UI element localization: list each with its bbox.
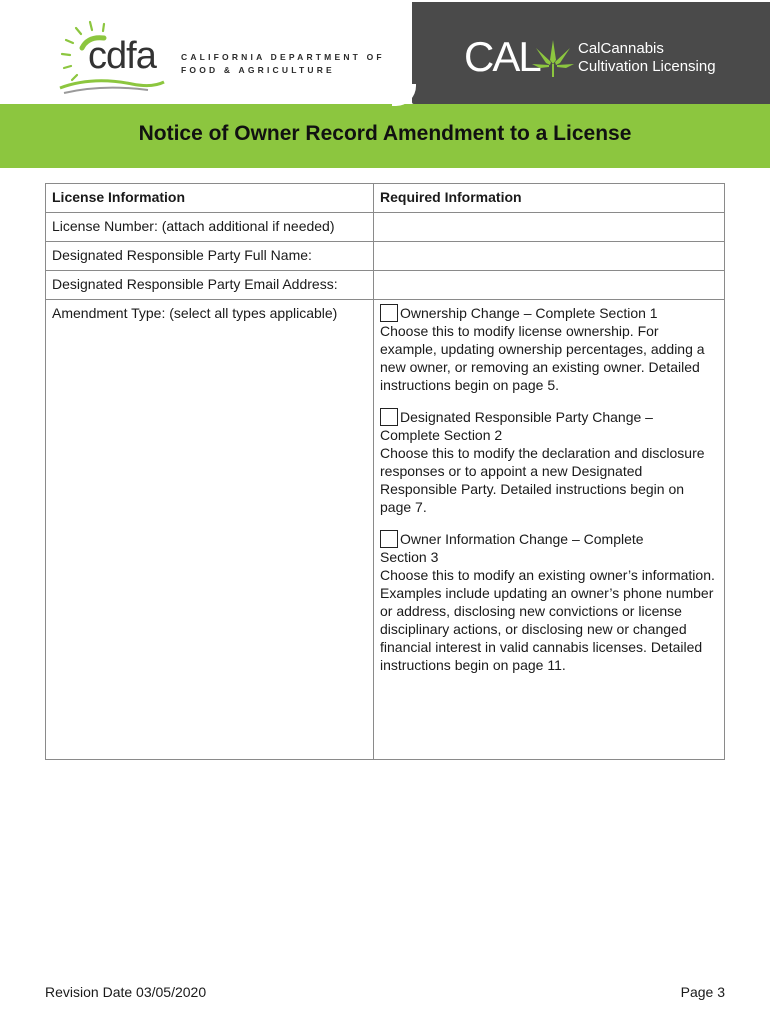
- calcannabis-name: [578, 40, 716, 76]
- amendment-type-label: Amendment Type: (select all types applicable): [46, 300, 374, 760]
- revision-date: Revision Date 03/05/2020: [45, 984, 207, 1000]
- option-owner-info-header: [380, 530, 718, 548]
- drp-full-name-label: Designated Responsible Party Full Name:: [46, 242, 374, 271]
- option-owner-info-change: [380, 530, 718, 674]
- option-ownership-header: [380, 304, 718, 322]
- cdfa-dept-line2: FOOD & AGRICULTURE: [181, 65, 335, 75]
- amendment-options: [374, 300, 725, 760]
- table-row: [46, 271, 725, 300]
- drp-full-name-field[interactable]: [374, 242, 725, 271]
- drp-change-checkbox[interactable]: [380, 408, 398, 426]
- ownership-change-description: Choose this to modify license ownership. For example, updating ownership percentages, adding a new owner, or removing an existing owner. Detailed instructions begin on page 5.: [380, 323, 705, 393]
- license-number-label: License Number: (attach additional if needed): [46, 213, 374, 242]
- cannabis-leaf-icon: [532, 38, 574, 78]
- page-header: [0, 0, 770, 168]
- owner-info-change-title: Owner Information Change – Complete: [400, 531, 644, 547]
- table-row: [46, 213, 725, 242]
- drp-email-field[interactable]: [374, 271, 725, 300]
- amendment-type-row: [46, 300, 725, 760]
- license-number-field[interactable]: [374, 213, 725, 242]
- cdfa-wordmark: cdfa: [88, 35, 156, 77]
- owner-info-change-checkbox[interactable]: [380, 530, 398, 548]
- calcannabis-line2: Cultivation Licensing: [578, 58, 716, 75]
- drp-email-label: Designated Responsible Party Email Address:: [46, 271, 374, 300]
- option-drp-header: [380, 408, 718, 426]
- owner-info-change-description: Choose this to modify an existing owner’s information. Examples include updating an owner’s phone number or address, disclosing new convictions or license disciplinary actions, or disclosing new or changed financial interest in valid cannabis licenses. Detailed instructions begin on page 11.: [380, 567, 715, 673]
- option-ownership-change: [380, 304, 718, 394]
- required-information-header: Required Information: [374, 184, 725, 213]
- calcannabis-line1: CalCannabis: [578, 40, 664, 57]
- option-drp-change: [380, 408, 718, 516]
- drp-change-title-line2: Complete Section 2: [380, 427, 503, 443]
- ownership-change-checkbox[interactable]: [380, 304, 398, 322]
- cdfa-department-name: [181, 51, 385, 77]
- page-title: Notice of Owner Record Amendment to a License: [138, 122, 632, 145]
- owner-info-change-title-line2: Section 3: [380, 549, 439, 565]
- license-form-table: [45, 183, 725, 760]
- drp-change-title: Designated Responsible Party Change –: [400, 409, 653, 425]
- table-header-row: [46, 184, 725, 213]
- cal-wordmark: CAL: [464, 33, 540, 80]
- drp-change-description: Choose this to modify the declaration and disclosure responses or to appoint a new Designated Responsible Party. Detailed instructions begin on page 7.: [380, 445, 705, 515]
- cdfa-dept-line1: CALIFORNIA DEPARTMENT OF: [181, 52, 385, 62]
- page-number: Page 3: [680, 984, 725, 1000]
- table-row: [46, 242, 725, 271]
- license-information-header: License Information: [46, 184, 374, 213]
- ownership-change-title: Ownership Change – Complete Section 1: [400, 305, 658, 321]
